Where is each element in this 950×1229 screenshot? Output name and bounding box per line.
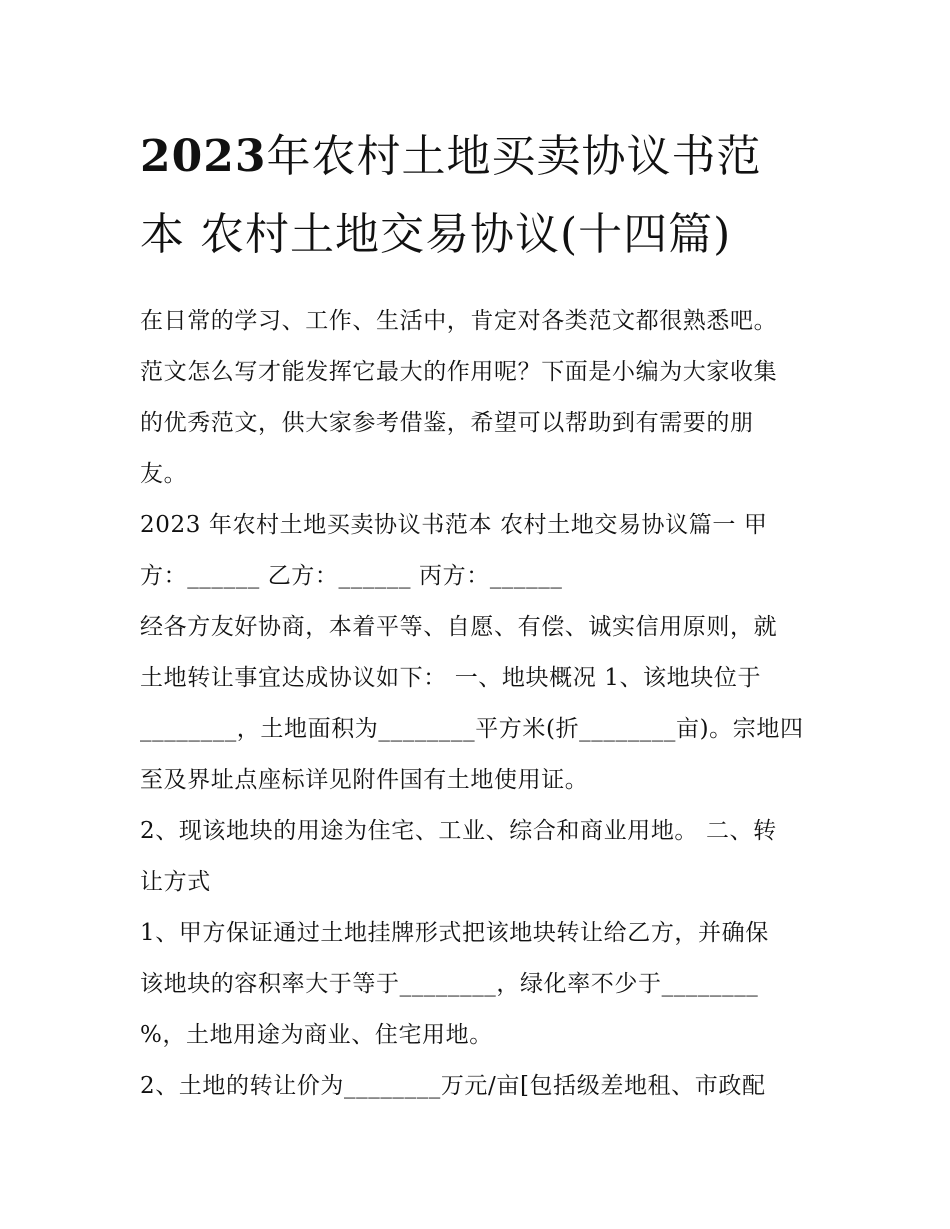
body-line: 经各方友好协商，本着平等、自愿、有偿、诚实信用原则，就 [140, 614, 778, 640]
body-line: 的优秀范文，供大家参考借鉴，希望可以帮助到有需要的朋 [140, 410, 754, 436]
body-line: 该地块的容积率大于等于________，绿化率不少于________ [140, 971, 759, 997]
body-line: 方：______ 乙方：______ 丙方：______ [140, 563, 563, 589]
body-line: 2、土地的转让价为________万元/亩[包括级差地租、市政配 [140, 1073, 766, 1099]
title-year: 2023 [140, 131, 267, 182]
document-page [140, 118, 815, 1112]
title-line-1-text: 年农村土地买卖协议书范 [266, 131, 762, 182]
document-title [140, 118, 815, 274]
body-line: 土地转让事宜达成协议如下： 一、地块概况 1、该地块位于 [140, 665, 762, 691]
title-line-2: 本 农村土地交易协议(十四篇) [140, 209, 732, 260]
body-line: 友。 [140, 461, 188, 487]
body-line: 2023 年农村土地买卖协议书范本 农村土地交易协议篇一 甲 [140, 512, 768, 538]
body-line: 至及界址点座标详见附件国有土地使用证。 [140, 767, 589, 793]
body-line: ________，土地面积为________平方米(折________亩)。宗地四 [140, 716, 804, 742]
body-line: 范文怎么写才能发挥它最大的作用呢？下面是小编为大家收集 [140, 359, 778, 385]
body-line: 让方式 [140, 869, 211, 895]
document-body [140, 296, 815, 1112]
body-line: %，土地用途为商业、住宅用地。 [140, 1022, 493, 1048]
body-line: 在日常的学习、工作、生活中，肯定对各类范文都很熟悉吧。 [140, 308, 778, 334]
body-line: 2、现该地块的用途为住宅、工业、综合和商业用地。 二、转 [140, 818, 777, 844]
body-line: 1、甲方保证通过土地挂牌形式把该地块转让给乙方，并确保 [140, 920, 769, 946]
title-line-1 [140, 118, 815, 196]
